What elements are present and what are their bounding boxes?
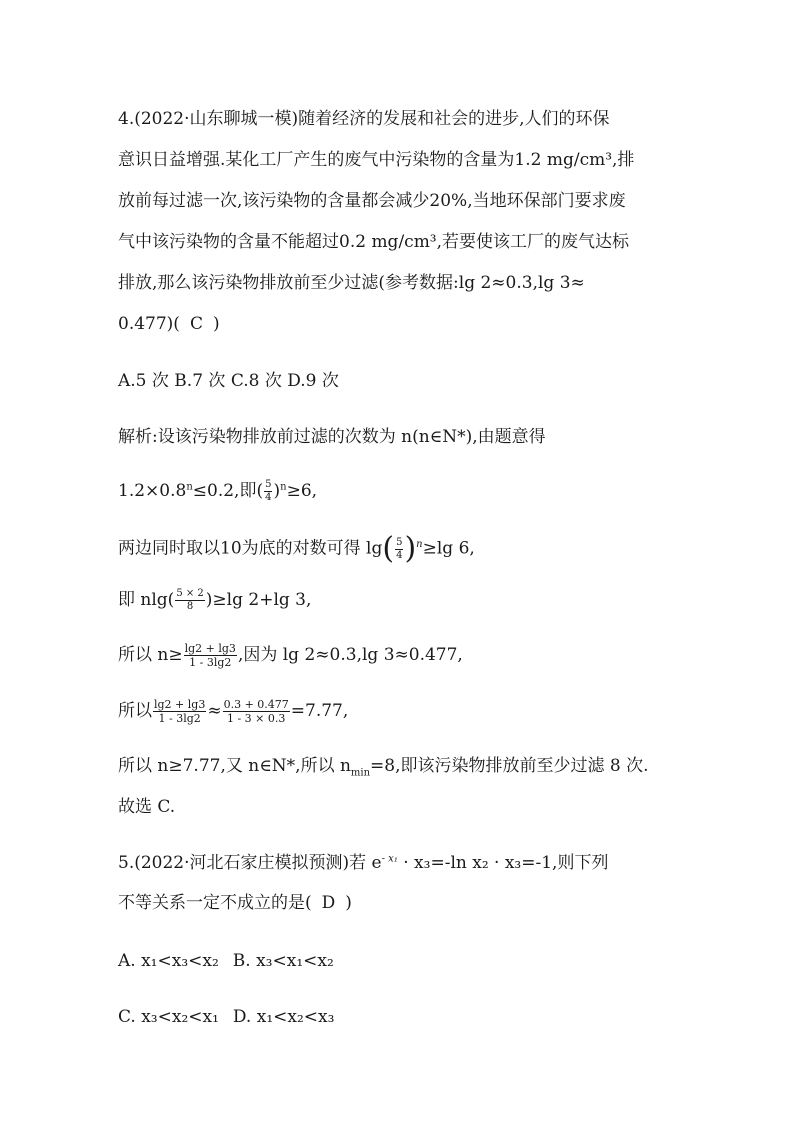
s3-frac-den: 4 xyxy=(396,549,403,561)
s2-exponent: n xyxy=(186,481,193,493)
q5-exponent: - x₁ xyxy=(381,853,398,865)
s2-exponent-2: n xyxy=(280,481,287,493)
s3-exponent: n xyxy=(416,538,423,550)
s3-close-paren: ) xyxy=(404,531,417,566)
s2-fraction xyxy=(264,480,272,503)
q5-option-d: D. x₁<x₂<x₃ xyxy=(232,1007,335,1027)
q5-line-1 xyxy=(118,852,608,874)
q5-line-1-text: 5.(2022·河北石家庄模拟预测)若 e xyxy=(118,853,382,873)
q5-line-2-close: ) xyxy=(345,893,352,913)
s2-frac-den: 4 xyxy=(265,492,272,503)
s6-frac1-num: lg2 + lg3 xyxy=(154,698,206,711)
s6-fraction-1 xyxy=(153,699,206,724)
s5-frac-num: lg2 + lg3 xyxy=(184,642,236,655)
q4-line-1: 4.(2022·山东聊城一模)随着经济的发展和社会的进步,人们的环保 xyxy=(118,109,610,129)
s5-end: ,因为 lg 2≈0.3,lg 3≈0.477, xyxy=(237,645,463,665)
s6-frac2-num: 0.3 + 0.477 xyxy=(223,698,289,711)
s4-frac-den: 8 xyxy=(186,601,194,612)
q4-answer: C xyxy=(189,314,203,334)
s2-mid: ≤0.2,即( xyxy=(192,481,264,501)
q5-option-b: B. x₃<x₁<x₂ xyxy=(232,951,334,971)
s4-text: 即 nlg( xyxy=(118,590,175,610)
s6-frac1-den: 1 - 3lg2 xyxy=(158,712,201,725)
s4-fraction xyxy=(175,589,204,612)
s6-text: 所以 xyxy=(118,701,152,721)
s6-fraction-2 xyxy=(223,699,290,724)
q4-options: A.5 次 B.7 次 C.8 次 D.9 次 xyxy=(118,371,339,391)
solution-line-6 xyxy=(118,699,348,724)
s3-text: 两边同时取以10为底的对数可得 lg xyxy=(118,538,383,559)
q5-option-a: A. x₁<x₃<x₂ xyxy=(118,951,219,971)
q4-line-4: 气中该污染物的含量不能超过0.2 mg/cm³,若要使该工厂的废气达标 xyxy=(118,232,630,252)
s7-end: =8,即该污染物排放前至少过滤 8 次. xyxy=(370,756,649,776)
q5-answer: D xyxy=(321,893,336,913)
s3-frac-num: 5 xyxy=(396,536,403,548)
q5-line-1-end: · x₃=-ln x₂ · x₃=-1,则下列 xyxy=(397,853,609,873)
q5-line-2-text: 不等关系一定不成立的是( xyxy=(118,893,312,913)
s6-end: =7.77, xyxy=(290,701,349,721)
solution-line-3 xyxy=(118,531,475,566)
s2-close: ) xyxy=(273,481,281,501)
s4-frac-num: 5 × 2 xyxy=(176,588,204,599)
q4-line-2: 意识日益增强.某化工厂产生的废气中污染物的含量为1.2 mg/cm³,排 xyxy=(118,150,635,170)
s5-frac-den: 1 - 3lg2 xyxy=(189,656,232,669)
s5-text: 所以 n≥ xyxy=(118,645,183,665)
s7-subscript: min xyxy=(350,767,371,779)
q5-options-row-2 xyxy=(118,1006,334,1028)
s4-end: )≥lg 2+lg 3, xyxy=(205,590,312,610)
s6-approx: ≈ xyxy=(207,701,222,721)
solution-line-4 xyxy=(118,589,311,612)
s3-end: ≥lg 6, xyxy=(422,538,475,559)
solution-line-1: 解析:设该污染物排放前过滤的次数为 n(n∈N*),由题意得 xyxy=(118,427,546,447)
solution-line-8: 故选 C. xyxy=(118,797,176,817)
q5-option-c: C. x₃<x₂<x₁ xyxy=(118,1007,219,1027)
s2-end: ≥6, xyxy=(286,481,318,501)
s3-open-paren: ( xyxy=(382,531,395,566)
q4-line-3: 放前每过滤一次,该污染物的含量都会减少20%,当地环保部门要求废 xyxy=(118,191,626,211)
solution-line-7 xyxy=(118,755,649,777)
q5-options-row-1 xyxy=(118,950,334,972)
s6-frac2-den: 1 - 3 × 0.3 xyxy=(226,712,286,725)
q4-line-5: 排放,那么该污染物排放前至少过滤(参考数据:lg 2≈0.3,lg 3≈ xyxy=(118,273,585,293)
s7-text: 所以 n≥7.77,又 n∈N*,所以 n xyxy=(118,756,351,776)
q4-line-6-text: 0.477)( xyxy=(118,314,180,334)
solution-line-2 xyxy=(118,480,317,503)
solution-line-5 xyxy=(118,643,463,668)
s2-frac-num: 5 xyxy=(265,479,272,490)
q4-line-6 xyxy=(118,313,220,335)
s5-fraction xyxy=(184,643,237,668)
q5-line-2 xyxy=(118,892,352,914)
q4-line-6-close: ) xyxy=(212,314,220,334)
s3-fraction xyxy=(395,538,403,561)
s2-text: 1.2×0.8 xyxy=(118,481,187,501)
